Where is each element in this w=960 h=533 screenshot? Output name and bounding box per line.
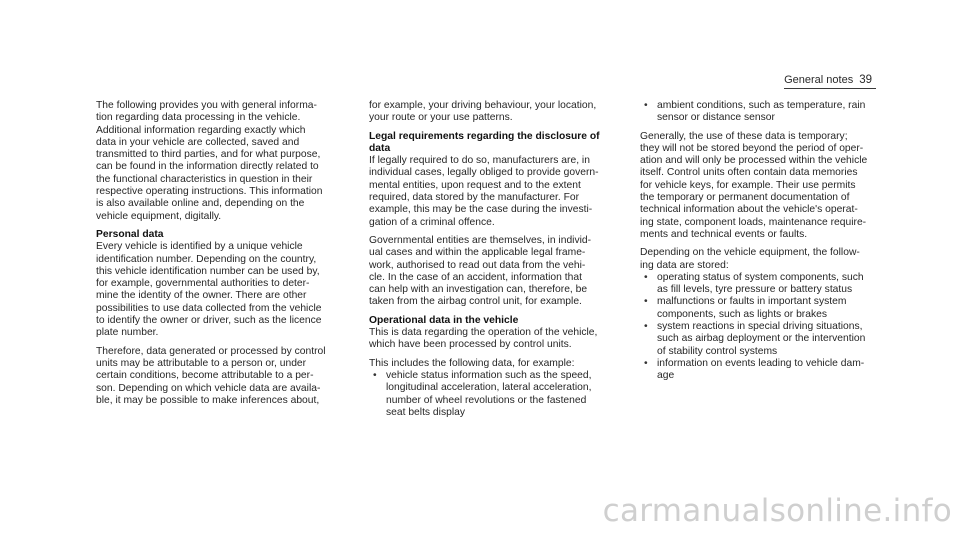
bullet-continuation: such as airbag deployment or the intervention (657, 333, 866, 345)
body-text-line: Every vehicle is identified by a unique vehicle (96, 241, 303, 253)
body-text-line: your route or your use patterns. (369, 112, 513, 124)
bullet-icon: • (644, 100, 648, 111)
body-text-line: tion regarding data processing in the vehicle. (96, 112, 301, 124)
bullet-continuation: seat belts display (386, 406, 465, 418)
body-text-line: Depending on the vehicle equipment, the follow- (640, 247, 860, 259)
bullet-text: ambient conditions, such as temperature, rain (657, 100, 866, 111)
body-text-line: required, data stored by the manufacturer. For (369, 192, 580, 204)
body-text-line: respective operating instructions. This information (96, 186, 323, 198)
body-text-line: ation and will only be processed within the vehicle (640, 155, 868, 167)
body-text-line: can help with an investigation can, therefore, be (369, 284, 588, 296)
body-text-line: son. Depending on which vehicle data are availa- (96, 382, 321, 394)
bullet-text: vehicle status information such as the speed, (386, 369, 592, 381)
body-text-line: ing state, component loads, maintenance require- (640, 216, 867, 228)
body-text-line: The following provides you with general informa- (96, 100, 317, 111)
body-text-line: taken from the airbag control unit, for example. (369, 296, 582, 308)
bullet-continuation: as fill levels, tyre pressure or battery status (657, 284, 853, 296)
body-text-line: certain conditions, become attributable to a per- (96, 370, 314, 382)
body-text-line: This includes the following data, for example: (369, 357, 575, 369)
body-text-line: gation of a criminal offence. (369, 216, 495, 228)
body-text-line: mental entities, upon request and to the extent (369, 179, 581, 191)
body-text-line: technical information about the vehicle's operat- (640, 204, 858, 216)
section-heading: Legal requirements regarding the disclosure of (369, 130, 600, 142)
bullet-item (640, 272, 898, 284)
text-column-1 (96, 100, 354, 407)
section-heading: Operational data in the vehicle (369, 314, 519, 326)
bullet-item (369, 370, 627, 382)
body-text-line: which have been processed by control units. (369, 339, 572, 351)
body-text-line: vehicle equipment, digitally. (96, 210, 222, 222)
body-text-line: ments and technical events or faults. (640, 228, 808, 240)
body-text-line: itself. Control units often contain data memories (640, 167, 858, 179)
body-text-line: for example, governmental authorities to deter- (96, 278, 310, 290)
bullet-icon: • (644, 357, 648, 369)
body-text-line: Governmental entities are themselves, in individ- (369, 234, 592, 246)
bullet-icon: • (644, 321, 648, 333)
body-text-line: they will not be stored beyond the period of oper- (640, 142, 864, 154)
body-text-line: work, authorised to read out data from the vehi- (369, 259, 586, 271)
bullet-continuation: age (657, 370, 675, 382)
text-column-2 (369, 100, 627, 419)
bullet-continuation: number of wheel revolutions or the fastened (386, 394, 587, 406)
body-text-line: the temporary or permanent documentation of (640, 192, 850, 204)
bullet-continuation: of stability control systems (657, 345, 778, 357)
bullet-item (640, 100, 898, 112)
watermark: carmanualsonline.info (602, 493, 952, 529)
bullet-text: information on events leading to vehicle dam- (657, 357, 865, 369)
text-column-3 (640, 100, 898, 383)
body-text-line: the functional characteristics in question in their (96, 173, 313, 185)
section-heading: data (369, 142, 391, 154)
header-rule (784, 88, 876, 89)
page-header (784, 74, 872, 86)
bullet-icon: • (644, 296, 648, 308)
body-text-line: is also available online and, depending on the (96, 198, 305, 210)
body-text-line: to identify the owner or driver, such as the licence (96, 315, 322, 327)
body-text-line: Generally, the use of these data is temporary; (640, 130, 848, 142)
body-text-line: example, this may be the case during the investi- (369, 204, 593, 216)
bullet-text: system reactions in special driving situations, (657, 321, 863, 333)
bullet-continuation: components, such as lights or brakes (657, 308, 827, 320)
section-title: General notes (784, 74, 854, 86)
bullet-item (640, 321, 898, 333)
body-text-line: This is data regarding the operation of the vehicle, (369, 327, 598, 339)
body-text-line: for vehicle keys, for example. Their use permits (640, 179, 856, 191)
bullet-icon: • (373, 369, 377, 381)
body-text-line: this vehicle identification number can be used by, (96, 265, 320, 277)
bullet-continuation: sensor or distance sensor (657, 112, 775, 124)
bullet-item (640, 358, 898, 370)
body-text-line: cle. In the case of an accident, information that (369, 271, 582, 283)
bullet-item (640, 296, 898, 308)
bullet-text: malfunctions or faults in important system (657, 296, 847, 308)
body-text-line: ing data are stored: (640, 259, 729, 271)
bullet-text: operating status of system components, such (657, 271, 864, 283)
bullet-icon: • (644, 271, 648, 283)
body-text-line: ble, it may be possible to make inferences about, (96, 394, 320, 406)
body-text-line: units may be attributable to a person or, under (96, 357, 307, 369)
body-text-line: data in your vehicle are collected, saved and (96, 136, 300, 148)
body-text-line: Therefore, data generated or processed by control (96, 345, 326, 357)
body-text-line: possibilities to use data collected from the vehicle (96, 302, 322, 314)
body-text-line: plate number. (96, 327, 159, 339)
body-text-line: Additional information regarding exactly which (96, 124, 306, 136)
bullet-continuation: longitudinal acceleration, lateral acceleration, (386, 382, 592, 394)
section-heading: Personal data (96, 228, 164, 240)
body-text-line: transmitted to third parties, and for what purpose, (96, 149, 321, 161)
body-text-line: for example, your driving behaviour, your location, (369, 100, 597, 111)
body-text-line: identification number. Depending on the country, (96, 253, 317, 265)
body-text-line: individual cases, legally obliged to provide govern- (369, 167, 599, 179)
body-text-line: mine the identity of the owner. There are other (96, 290, 307, 302)
body-text-line: If legally required to do so, manufacturers are, in (369, 155, 590, 167)
body-text-line: ual cases and within the applicable legal frame- (369, 247, 586, 259)
page-number: 39 (859, 74, 872, 86)
body-text-line: can be found in the information directly related to (96, 161, 319, 173)
